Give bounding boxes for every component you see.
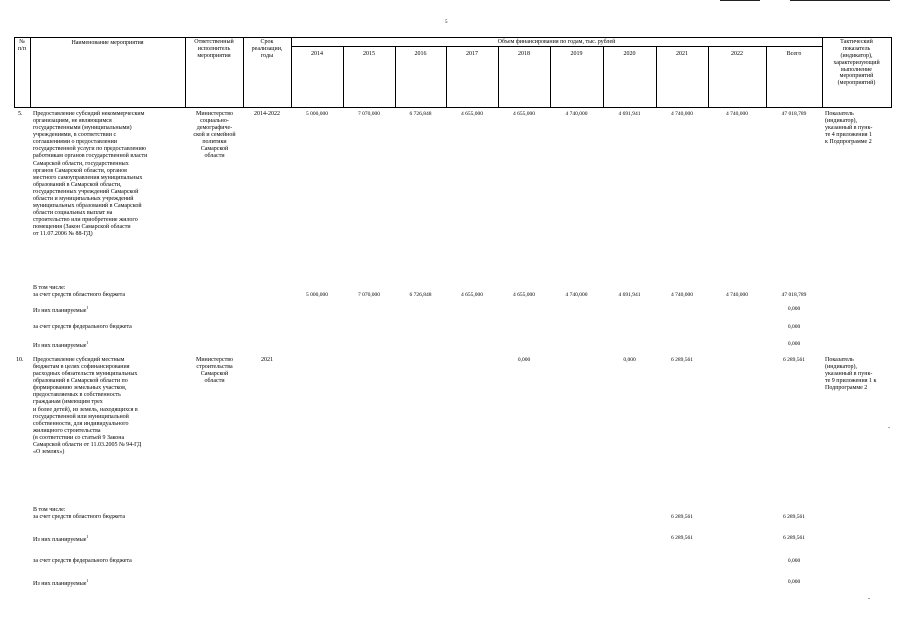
row-value-cell: 7 070,000 <box>358 111 380 117</box>
subrow-label: Из них планируемые$^1$ <box>33 534 89 543</box>
subrow-label: Из них планируемые$^1$ <box>33 578 89 587</box>
row-value-cell: 4 655,000 <box>461 111 483 117</box>
subrow-label: Из них планируемые$^1$ <box>33 305 89 314</box>
scan-mark: - <box>888 425 890 431</box>
row-value-cell: 47 018,789 <box>781 111 807 117</box>
year-header: Всего <box>786 51 802 57</box>
subrow-label: Из них планируемые$^1$ <box>33 340 89 349</box>
header-col-name: Наименование мероприятия <box>71 40 144 46</box>
subrow-value-cell: 4 691,941 <box>618 292 641 298</box>
subrow-value-cell: 0,000 <box>787 341 801 347</box>
subrow-label: В том числе: за счет средств областного бюджета <box>33 285 126 299</box>
row-name: Предоставление субсидий местным бюджетам в целях софинансирования расходных обязательств муниципальных образований в Самарской области по формированию земельных участков, предоставляемых в собственность гражданам (имеющим трех и более детей), из земель, находящихся в государственной или муниципальной собственности, для индивидуального жилищного строительства (в соответствии со статьей 9 Закона Самарской области от 11.03.2005 № 94-ГД «О землях») <box>33 357 142 456</box>
row-term: 2014-2022 <box>254 111 280 117</box>
row-value-cell: 6 289,561 <box>671 357 693 363</box>
year-header: 2017 <box>466 51 478 57</box>
col-border <box>891 37 892 108</box>
row-value-cell: 5 000,000 <box>306 111 328 117</box>
subrow-value-cell: 6 726,848 <box>409 292 432 298</box>
subrow-value-cell: 4 740,000 <box>565 292 588 298</box>
finance-subheader-border <box>291 46 822 47</box>
subrow-value-cell: 5 000,000 <box>306 292 328 298</box>
row-value-cell: 4 740,000 <box>565 111 588 117</box>
header-col-term: Срок реализации, годы <box>251 39 283 59</box>
col-border <box>291 37 292 108</box>
year-header: 2019 <box>570 51 583 57</box>
subrow-value-cell: 0,000 <box>787 324 801 330</box>
row-value-cell: 4 691,941 <box>618 111 641 117</box>
row-term: 2021 <box>261 357 273 363</box>
subrow-value-cell: 6 289,561 <box>783 514 805 520</box>
header-col-number: № п/п <box>17 39 27 52</box>
row-value-cell: 6 726,848 <box>409 111 432 117</box>
year-header: 2015 <box>363 51 375 57</box>
subrow-value-cell: 4 740,000 <box>671 292 693 298</box>
subrow-value-cell: 4 655,000 <box>461 292 483 298</box>
row-responsible: Министерство социально- демографиче- ской и семейной политики Самарской области <box>193 111 236 160</box>
subrow-value-cell: 6 289,561 <box>671 514 693 520</box>
row-indicator: Показатель (индикатор), указанный в пунк- те 4 приложения 1 к Подпрограмме 2 <box>825 111 873 146</box>
year-header: 2014 <box>311 51 323 57</box>
row-name: Предоставление субсидий некоммерческим организациям, не являющимся государственными (муниципальными) учреждениями, в соответствии с соглашениями о предоставлении государственной услуги по предоставлению работникам органов государственной власти Самарской области, государственных органов Самарской области, органов местного самоуправления муниципальных образований в Самарской области, государственных учреждений Самарской области и муниципальных учреждений муниципальных образований в Самарской области социальных выплат на строительство или приобретение жилого помещения (Закон Самарской области от 11.07.2006 № 88-ГД) <box>33 111 148 238</box>
year-header: 2016 <box>414 51 427 57</box>
subrow-value-cell: 47 018,789 <box>781 292 807 298</box>
row-number: 10. <box>16 357 24 363</box>
subrow-label: за счет средств федерального бюджета <box>33 558 132 564</box>
subrow-value-cell: 7 070,000 <box>358 292 380 298</box>
subrow-label: В том числе: за счет средств областного бюджета <box>33 507 126 521</box>
year-header: 2020 <box>623 51 636 57</box>
header-top-border <box>14 37 892 38</box>
header-bottom-border <box>14 107 892 108</box>
row-value-cell: 4 740,000 <box>671 111 693 117</box>
subrow-value-cell: 0,000 <box>787 558 801 564</box>
year-header: 2021 <box>676 51 688 57</box>
subrow-value-cell: 6 289,561 <box>783 535 805 541</box>
row-number: 5. <box>18 111 23 117</box>
header-col-responsible: Ответственный исполнитель мероприятия <box>194 39 234 59</box>
year-header: 2018 <box>518 51 530 57</box>
subrow-value-cell: 0,000 <box>787 579 801 585</box>
header-col-indicator: Тактический показатель (индикатор), характеризующий выполнение мероприятий (мероприятий) <box>833 39 880 87</box>
year-header: 2022 <box>731 51 743 57</box>
page-number: 5 <box>445 20 448 25</box>
row-value-cell: 0,000 <box>517 357 531 363</box>
scan-mark: - <box>868 596 870 602</box>
row-indicator: Показатель (индикатор), указанный в пунк- те 9 приложения 1 к Подпрограмме 2 <box>825 357 877 392</box>
subrow-value-cell: 4 655,000 <box>513 292 535 298</box>
subrow-label: за счет средств федерального бюджета <box>33 324 132 330</box>
subrow-value-cell: 6 289,561 <box>671 535 693 541</box>
subrow-value-cell: 0,000 <box>787 306 801 312</box>
row-value-cell: 4 655,000 <box>513 111 535 117</box>
header-col-finance: Объем финансирования по годам, тыс. рублей <box>497 39 616 45</box>
scan-artifact-line <box>720 0 760 1</box>
row-value-cell: 4 740,000 <box>726 111 748 117</box>
row-value-cell: 6 289,561 <box>783 357 805 363</box>
col-border <box>30 37 31 108</box>
subrow-value-cell: 4 740,000 <box>726 292 748 298</box>
row-responsible: Министерство строительства Самарской области <box>196 357 233 385</box>
scan-artifact-line <box>790 0 890 1</box>
row-value-cell: 0,000 <box>623 357 636 363</box>
